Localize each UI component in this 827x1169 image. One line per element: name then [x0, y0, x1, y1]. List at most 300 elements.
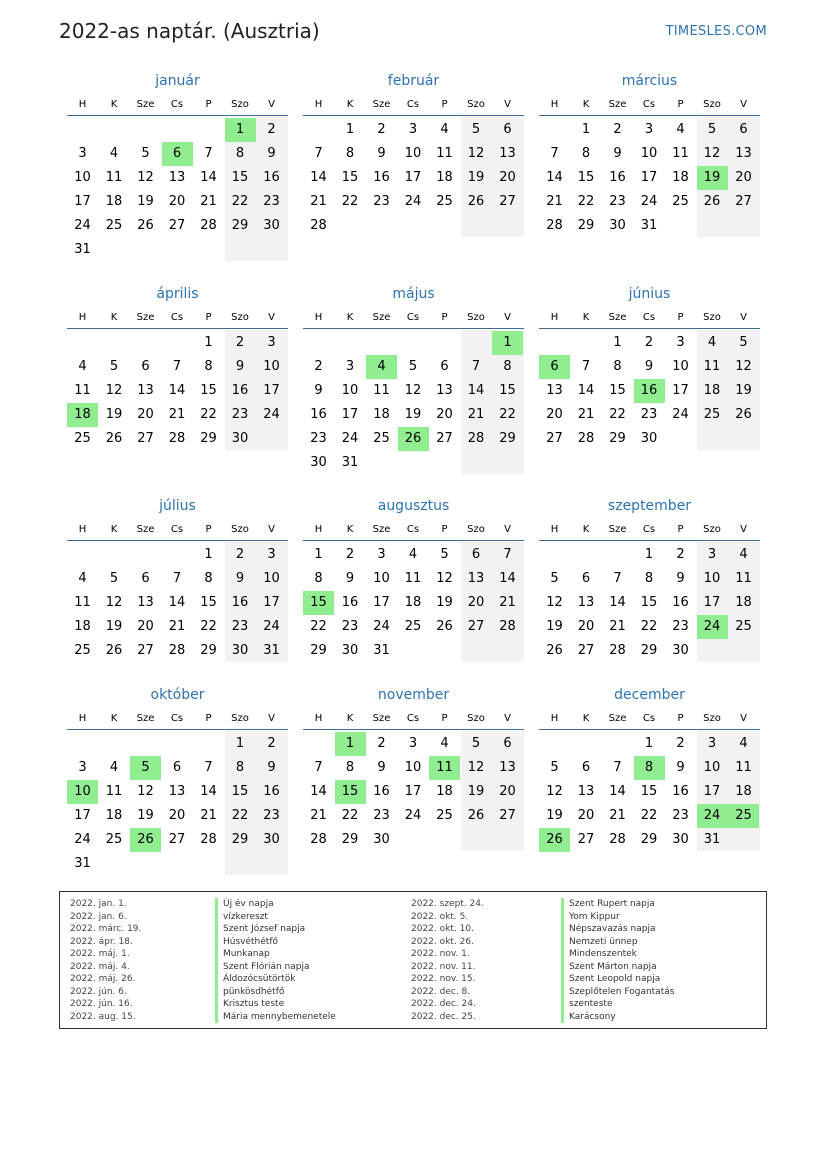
calendar-day: 3 [707, 547, 717, 562]
calendar-day: 20 [546, 407, 563, 422]
weekday-label: Cs [406, 524, 420, 535]
month-10 [67, 687, 288, 871]
holiday-day: 26 [130, 828, 161, 852]
calendar-day: 3 [345, 359, 355, 374]
calendar-day: 4 [408, 547, 418, 562]
month-7 [67, 498, 288, 658]
calendar-day: 7 [172, 359, 182, 374]
holiday-legend [59, 891, 767, 1029]
calendar-day: 5 [550, 571, 559, 586]
holiday-day: 26 [398, 427, 429, 451]
calendar-day: 22 [577, 194, 595, 209]
calendar-day: 8 [613, 359, 622, 374]
calendar-day: 26 [703, 194, 721, 209]
calendar-day: 3 [267, 547, 276, 562]
holiday-day: 19 [697, 166, 728, 190]
legend-holiday-name: Krisztus teste [215, 998, 336, 1011]
weekday-header [539, 99, 760, 116]
weekday-header [539, 312, 760, 329]
calendar-day: 15 [577, 170, 595, 185]
calendar-day: 10 [703, 760, 721, 775]
calendar-day: 10 [263, 571, 280, 586]
weekday-label: P [677, 99, 684, 110]
weekday-label: P [441, 713, 448, 724]
calendar-day: 28 [546, 218, 563, 233]
calendar-day: 27 [436, 431, 453, 446]
month-title: február [387, 73, 440, 89]
calendar-day: 31 [703, 832, 721, 847]
calendar-day: 18 [672, 170, 689, 185]
calendar-day: 23 [640, 407, 658, 422]
calendar-day: 9 [235, 359, 245, 374]
weekday-label: Sze [372, 524, 391, 535]
calendar-day: 10 [404, 146, 422, 161]
calendar-day: 4 [78, 571, 87, 586]
month-title: november [377, 687, 450, 703]
holiday-day: 11 [429, 756, 460, 780]
calendar-day: 25 [105, 218, 123, 233]
calendar-day: 23 [341, 619, 359, 634]
calendar-day: 27 [168, 218, 186, 233]
month-title: október [150, 687, 205, 703]
calendar-day: 10 [672, 359, 689, 374]
legend-holiday-name: Yom Kippur [561, 911, 674, 924]
legend-holiday-name: Áldozócsütörtök [215, 973, 336, 986]
calendar-day: 31 [263, 643, 280, 658]
calendar-day: 11 [436, 146, 453, 161]
calendar-day: 18 [436, 170, 453, 185]
calendar-day: 2 [267, 736, 276, 751]
calendar-day: 8 [644, 571, 654, 586]
calendar-day: 16 [263, 170, 280, 185]
calendar-day: 25 [404, 619, 422, 634]
legend-date: 2022. aug. 15. [70, 1011, 136, 1022]
calendar-day: 17 [703, 784, 721, 799]
calendar-day: 1 [581, 122, 591, 137]
calendar-day: 9 [345, 571, 355, 586]
weekday-header [539, 524, 760, 541]
month-1 [67, 73, 288, 257]
calendar-day: 15 [200, 595, 217, 610]
calendar-day: 28 [609, 832, 626, 847]
calendar-day: 11 [404, 571, 422, 586]
legend-holiday-name: vízkereszt [215, 911, 336, 924]
calendar-day: 18 [105, 808, 123, 823]
calendar-day: 26 [467, 194, 485, 209]
calendar-day: 7 [613, 760, 622, 775]
legend-holiday-name: Munkanap [215, 948, 336, 961]
calendar-day: 14 [609, 595, 626, 610]
calendar-day: 28 [168, 431, 186, 446]
calendar-day: 28 [200, 832, 217, 847]
calendar-day: 21 [609, 619, 626, 634]
calendar-day: 8 [204, 571, 213, 586]
calendar-day: 29 [231, 832, 249, 847]
calendar-day: 27 [577, 643, 595, 658]
calendar-day: 16 [672, 784, 689, 799]
weekday-header [539, 713, 760, 730]
legend-date: 2022. szept. 24. [411, 899, 484, 909]
calendar-day: 31 [74, 856, 91, 871]
calendar-day: 30 [373, 832, 390, 847]
calendar-day: 29 [341, 832, 359, 847]
weekday-header [67, 713, 288, 730]
weekday-label: H [78, 312, 87, 323]
month-title: április [156, 286, 199, 302]
calendar-day: 19 [137, 808, 154, 823]
calendar-day: 18 [404, 595, 422, 610]
weekday-label: V [740, 713, 747, 724]
calendar-day: 6 [739, 122, 748, 137]
weekday-label: Cs [642, 312, 656, 323]
calendar-day: 23 [263, 194, 280, 209]
calendar-day: 27 [735, 194, 752, 209]
legend-holiday-name: Szent Flórián napja [215, 961, 336, 974]
calendar-day: 13 [168, 784, 186, 799]
holiday-day: 16 [634, 379, 665, 403]
calendar-day: 21 [200, 808, 217, 823]
weekday-label: V [504, 524, 511, 535]
calendar-day: 18 [373, 407, 390, 422]
calendar-day: 17 [404, 784, 422, 799]
calendar-day: 24 [640, 194, 658, 209]
month-9 [539, 498, 760, 658]
calendar-day: 10 [404, 760, 422, 775]
calendar-day: 3 [676, 335, 685, 350]
calendar-day: 3 [78, 146, 87, 161]
calendar-day: 20 [467, 595, 485, 610]
calendar-day: 7 [471, 359, 481, 374]
calendar-day: 16 [373, 170, 390, 185]
calendar-day: 25 [703, 407, 721, 422]
weekday-header [303, 99, 524, 116]
calendar-day: 21 [310, 194, 327, 209]
calendar-day: 3 [707, 736, 717, 751]
weekday-label: H [78, 713, 87, 724]
weekday-label: H [550, 713, 559, 724]
calendar-day: 18 [735, 784, 752, 799]
calendar-day: 6 [581, 760, 591, 775]
calendar-day: 10 [341, 383, 359, 398]
calendar-day: 29 [310, 643, 327, 658]
calendar-day: 13 [467, 571, 485, 586]
calendar-day: 28 [467, 431, 485, 446]
weekday-label: Szo [467, 524, 485, 535]
legend-holiday-name: Szent Leopold napja [561, 973, 674, 986]
calendar-day: 2 [377, 736, 386, 751]
weekday-label: V [268, 713, 275, 724]
legend-column [411, 898, 484, 1023]
weekday-label: K [346, 713, 354, 724]
calendar-day: 10 [74, 170, 91, 185]
legend-holiday-name: Nemzeti ünnep [561, 936, 674, 949]
weekday-label: P [205, 713, 212, 724]
calendar-day: 1 [314, 547, 323, 562]
calendar-day: 11 [672, 146, 689, 161]
calendar-day: 17 [74, 808, 91, 823]
legend-holiday-name: Új év napja [215, 898, 336, 911]
legend-holiday-name: Népszavazás napja [561, 923, 674, 936]
legend-date: 2022. okt. 26. [411, 936, 474, 947]
calendar-day: 11 [74, 383, 91, 398]
holiday-day: 5 [130, 756, 161, 780]
legend-date: 2022. máj. 26. [70, 974, 136, 984]
weekday-label: Cs [406, 713, 420, 724]
calendar-day: 21 [168, 619, 186, 634]
calendar-day: 16 [231, 383, 249, 398]
holiday-day: 15 [335, 780, 366, 804]
calendar-day: 28 [200, 218, 217, 233]
calendar-day: 16 [609, 170, 626, 185]
calendar-day: 19 [436, 595, 453, 610]
calendar-day: 3 [267, 335, 276, 350]
calendar-day: 8 [345, 760, 355, 775]
month-title: január [155, 73, 200, 89]
calendar-day: 5 [471, 122, 481, 137]
calendar-day: 26 [467, 808, 485, 823]
calendar-day: 14 [168, 595, 186, 610]
calendar-day: 11 [703, 359, 721, 374]
weekday-label: Cs [170, 524, 184, 535]
calendar-day: 21 [467, 407, 485, 422]
legend-holiday-name: Szent József napja [215, 923, 336, 936]
weekday-label: P [441, 312, 448, 323]
weekday-label: P [205, 99, 212, 110]
weekday-label: Cs [642, 713, 656, 724]
month-title: december [614, 687, 685, 703]
legend-date: 2022. nov. 1. [411, 949, 470, 959]
weekday-label: K [582, 312, 590, 323]
calendar-day: 24 [74, 832, 91, 847]
legend-holiday-name: Szent Márton napja [561, 961, 674, 974]
calendar-day: 19 [546, 808, 563, 823]
legend-holiday-name: Szent Rupert napja [561, 898, 674, 911]
calendar-day: 23 [373, 808, 390, 823]
calendar-day: 25 [373, 431, 390, 446]
month-8 [303, 498, 524, 658]
calendar-day: 21 [499, 595, 516, 610]
calendar-day: 2 [235, 335, 245, 350]
weekday-label: K [346, 524, 354, 535]
weekday-label: K [110, 524, 118, 535]
calendar-day: 3 [78, 760, 87, 775]
weekday-label: Sze [136, 312, 155, 323]
holiday-day: 6 [539, 355, 570, 379]
calendar-day: 28 [577, 431, 595, 446]
calendar-day: 19 [137, 194, 154, 209]
weekday-label: K [346, 312, 354, 323]
calendar-day: 14 [200, 170, 217, 185]
calendar-day: 22 [310, 619, 327, 634]
weekday-header [303, 713, 524, 730]
holiday-day: 1 [225, 118, 256, 142]
calendar-day: 25 [74, 431, 91, 446]
calendar-day: 21 [200, 194, 217, 209]
legend-holiday-name: Szeplőtelen Fogantatás [561, 986, 674, 999]
calendar-day: 5 [109, 359, 119, 374]
calendar-day: 1 [204, 335, 213, 350]
calendar-day: 10 [373, 571, 390, 586]
calendar-day: 22 [231, 194, 249, 209]
weekday-label: Szo [231, 312, 249, 323]
weekday-label: P [441, 524, 448, 535]
holiday-day: 25 [728, 804, 759, 828]
calendar-day: 7 [581, 359, 591, 374]
calendar-day: 8 [235, 760, 245, 775]
calendar-day: 8 [314, 571, 323, 586]
weekday-label: H [550, 524, 559, 535]
calendar-day: 1 [644, 736, 654, 751]
calendar-day: 29 [499, 431, 516, 446]
holiday-day: 4 [366, 355, 397, 379]
calendar-day: 5 [408, 359, 418, 374]
holiday-day: 24 [697, 615, 728, 639]
calendar-day: 14 [200, 784, 217, 799]
legend-column [561, 898, 674, 1023]
calendar-day: 27 [137, 643, 154, 658]
calendar-day: 7 [550, 146, 559, 161]
legend-date: 2022. máj. 1. [70, 949, 130, 959]
calendar-day: 13 [577, 784, 595, 799]
calendar-day: 26 [436, 619, 453, 634]
weekday-label: Szo [231, 99, 249, 110]
calendar-day: 22 [341, 808, 359, 823]
calendar-day: 28 [609, 643, 626, 658]
calendar-day: 16 [231, 595, 249, 610]
calendar-day: 5 [550, 760, 559, 775]
calendar-day: 30 [672, 832, 689, 847]
calendar-day: 23 [310, 431, 327, 446]
calendar-day: 30 [263, 832, 280, 847]
calendar-day: 10 [703, 571, 721, 586]
calendar-day: 7 [613, 571, 622, 586]
calendar-day: 27 [499, 808, 516, 823]
weekday-label: K [582, 713, 590, 724]
calendar-day: 30 [231, 643, 249, 658]
calendar-day: 11 [735, 760, 752, 775]
calendar-day: 7 [204, 760, 213, 775]
calendar-day: 22 [341, 194, 359, 209]
calendar-day: 20 [499, 170, 516, 185]
weekday-label: Szo [703, 99, 721, 110]
calendar-day: 21 [609, 808, 626, 823]
legend-holiday-name: Karácsony [561, 1011, 674, 1024]
weekday-header [67, 524, 288, 541]
calendar-day: 6 [471, 547, 481, 562]
calendar-day: 13 [577, 595, 595, 610]
calendar-day: 9 [314, 383, 323, 398]
legend-date: 2022. dec. 24. [411, 999, 476, 1009]
calendar-day: 5 [109, 571, 119, 586]
calendar-day: 13 [499, 146, 516, 161]
weekday-label: P [205, 524, 212, 535]
calendar-day: 22 [640, 619, 658, 634]
weekday-label: Szo [467, 99, 485, 110]
calendar-day: 12 [404, 383, 422, 398]
calendar-day: 29 [577, 218, 595, 233]
weekday-label: Szo [467, 312, 485, 323]
calendar-day: 12 [105, 595, 123, 610]
weekday-label: Cs [642, 524, 656, 535]
calendar-day: 14 [467, 383, 485, 398]
calendar-day: 26 [546, 643, 563, 658]
calendar-day: 2 [314, 359, 323, 374]
site-link[interactable]: TIMESLES.COM [665, 24, 767, 39]
calendar-day: 18 [74, 619, 91, 634]
calendar-day: 7 [314, 146, 323, 161]
month-title: szeptember [607, 498, 692, 514]
calendar-day: 4 [78, 359, 87, 374]
calendar-day: 15 [609, 383, 626, 398]
calendar-day: 30 [310, 455, 327, 470]
calendar-day: 21 [310, 808, 327, 823]
calendar-day: 4 [440, 122, 449, 137]
legend-holiday-name: Mária mennybemenetele [215, 1011, 336, 1024]
calendar-day: 13 [436, 383, 453, 398]
weekday-label: V [268, 312, 275, 323]
weekday-label: Cs [642, 99, 656, 110]
calendar-day: 24 [263, 407, 280, 422]
weekday-label: K [110, 99, 118, 110]
calendar-day: 19 [735, 383, 752, 398]
calendar-day: 14 [168, 383, 186, 398]
calendar-day: 15 [231, 784, 249, 799]
calendar-day: 27 [137, 431, 154, 446]
calendar-day: 11 [373, 383, 390, 398]
calendar-day: 20 [499, 784, 516, 799]
calendar-day: 22 [609, 407, 626, 422]
calendar-day: 12 [467, 760, 485, 775]
calendar-day: 25 [74, 643, 91, 658]
calendar-day: 17 [263, 595, 280, 610]
calendar-day: 5 [141, 146, 150, 161]
calendar-day: 9 [235, 571, 245, 586]
calendar-day: 23 [373, 194, 390, 209]
calendar-day: 12 [735, 359, 752, 374]
weekday-label: P [441, 99, 448, 110]
legend-date: 2022. márc. 19. [70, 924, 142, 934]
calendar-day: 20 [168, 194, 186, 209]
calendar-day: 25 [105, 832, 123, 847]
calendar-day: 4 [440, 736, 449, 751]
legend-date: 2022. jún. 16. [70, 999, 133, 1009]
calendar-day: 16 [672, 595, 689, 610]
calendar-day: 21 [546, 194, 563, 209]
calendar-day: 29 [640, 832, 658, 847]
calendar-day: 12 [436, 571, 453, 586]
calendar-day: 24 [341, 431, 359, 446]
calendar-day: 6 [503, 736, 512, 751]
calendar-day: 14 [310, 170, 327, 185]
weekday-label: Szo [231, 524, 249, 535]
calendar-day: 12 [546, 784, 563, 799]
calendar-day: 24 [74, 218, 91, 233]
calendar-day: 28 [168, 643, 186, 658]
calendar-day: 9 [267, 146, 276, 161]
calendar-day: 16 [263, 784, 280, 799]
calendar-day: 13 [168, 170, 186, 185]
weekday-label: Cs [170, 312, 184, 323]
calendar-day: 17 [263, 383, 280, 398]
calendar-day: 1 [204, 547, 213, 562]
calendar-day: 24 [672, 407, 689, 422]
calendar-day: 19 [105, 619, 123, 634]
legend-date: 2022. okt. 5. [411, 911, 469, 922]
calendar-day: 7 [503, 547, 512, 562]
calendar-day: 9 [676, 571, 685, 586]
calendar-day: 8 [345, 146, 355, 161]
calendar-day: 13 [137, 383, 154, 398]
